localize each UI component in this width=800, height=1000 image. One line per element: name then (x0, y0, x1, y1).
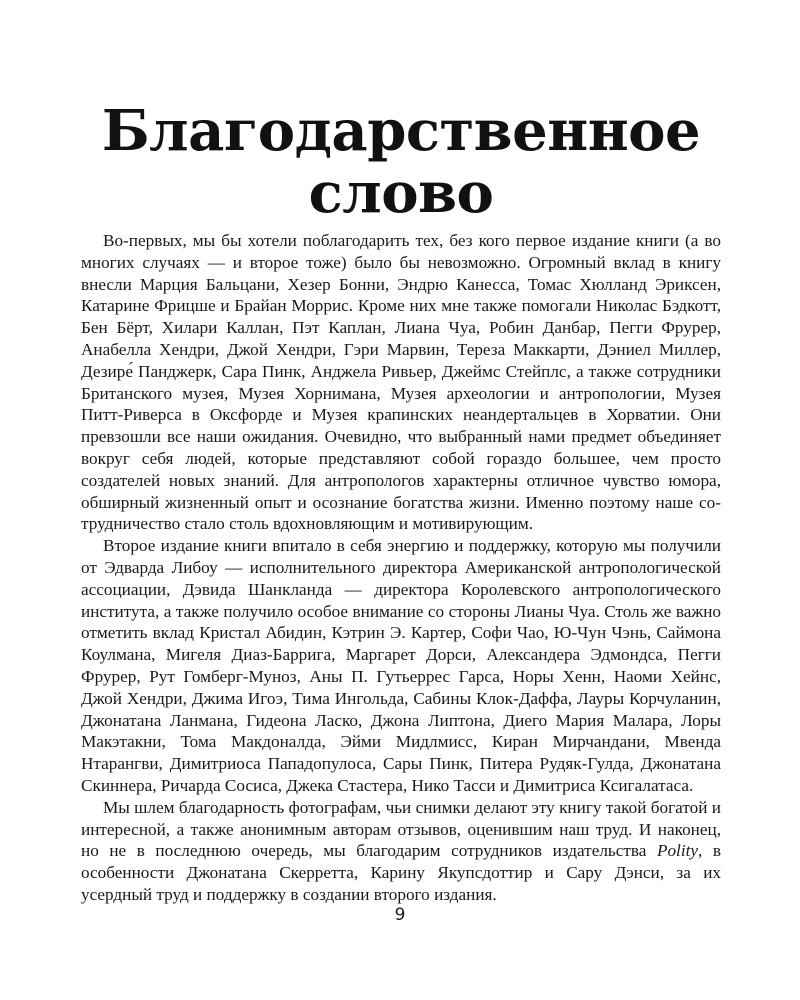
paragraph-1: Во-первых, мы бы хотели поблагодарить тех, без кого первое издание книги (а во многих случаях — и второе тоже) было бы невозможно. Огромный вклад в книгу внесли Марция Бальцани, Хезер Бонни, Эндрю Канесса, Томас Хюлланд Эриксен, Катарине Фрицше и Брайан Моррис. Кроме них мне также помогали Николас Бэдкотт, Бен Бёрт, Хилари Каллан, Пэт Каплан, Лиана Чуа, Робин Данбар, Пегги Фрурер, Анабелла Хендри, Джой Хендри, Гэри Марвин, Тереза Маккарти, Дэниел Миллер, Дезире́ Панджерк, Сара Пинк, Анджела Ривьер, Джеймс Стейплс, а также сотрудники Британского музея, Музея Хорнимана, Музея археологии и антропологии, Музея Питт-Риверса в Оксфорде и Музея крапинских неандертальцев в Хорватии. Они превзошли все наши ожидания. Очевидно, что выбранный нами предмет объединяет вокруг себя людей, которые представляют собой гораздо большее, чем просто создателей новых знаний. Для антропологов характерны отличное чувство юмора, обширный жизненный опыт и осознание богатства жизни. Именно поэтому наше сотрудничество стало столь вдохновляющим и мотивирующим. (81, 231, 721, 534)
paragraph-3-end: , в особенности Джонатана Скерретта, Карину Якупсдоттир и Сару Дэнси, за их усердный труд и поддержку в создании второго издания. (81, 841, 721, 904)
paragraph-3-start: Мы шлем благодарность фотографам, чьи снимки делают эту книгу такой богатой и интересной, а также анонимным авторам отзывов, оценившим наш труд. И наконец, но не в последнюю очередь, мы благодарим сотрудников издательства (81, 797, 721, 861)
paragraph-3 (81, 797, 721, 906)
acknowledgements-body (81, 230, 721, 906)
page-title (81, 100, 721, 224)
title-line-2: слово (308, 160, 494, 226)
paragraph-2: Второе издание книги впитало в себя энергию и поддержку, которую мы получили от Эдварда Либоу — исполнительного директора Американской антропологической ассоциации, Дэвида Шанкланда — директора Королевского антропологического института, а также получило особое внимание со стороны Лианы Чуа. Столь же важно отметить вклад Кристал Абидин, Кэтрин Э. Картер, Софи Чао, Ю-Чун Чэнь, Саймона Коулмана, Мигеля Диаз-Баррига, Маргарет Дорси, Александера Эдмондса, Пегги Фрурер, Рут Гомберг-Муноз, Аны П. Гутьеррес Гарса, Норы Хенн, Наоми Хейнс, Джой Хендри, Джима Игоэ, Тима Ингольда, Сабины Клок-Даффа, Лауры Корчуланин, Джонатана Ланмана, Гидеона Ласко, Джона Липтона, Диего Мария Малара, Лоры Макэтакни, Тома Макдоналда, Эйми Мидлмисс, Киран Мирчандани, Мвенда Нтарангви, Димитриоса Пападопулоса, Сары Пинк, Питера Рудяк-Гулда, Джонатана Скиннера, Ричарда Сосиса, Джека Стастера, Нико Тасси и Димитриса Ксигалатаса. (81, 536, 721, 795)
publisher-name: Polity (656, 841, 699, 861)
page-number: 9 (394, 905, 406, 925)
title-line-1: Благодарственное (101, 98, 701, 164)
page-content (81, 100, 721, 906)
